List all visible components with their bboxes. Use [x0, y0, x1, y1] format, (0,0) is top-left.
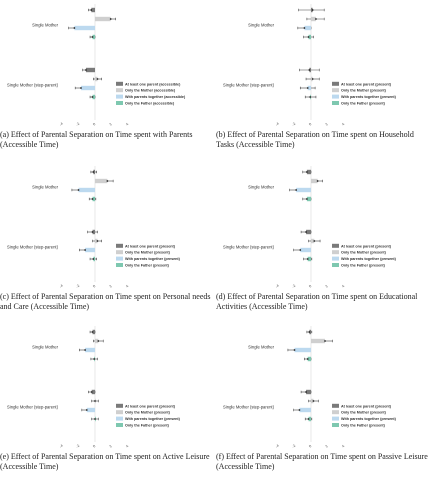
figure-caption — [216, 292, 428, 312]
estimate-bar — [304, 26, 311, 30]
estimate-bar — [81, 86, 95, 90]
legend-swatch — [332, 257, 339, 261]
x-tick-label: -2 — [75, 121, 81, 127]
x-tick-label: 4 — [341, 122, 346, 127]
legend-label: At least one parent (present) — [341, 244, 391, 249]
estimate-bar — [300, 248, 311, 252]
x-tick-label: 0 — [308, 444, 313, 449]
estimate-point — [110, 18, 112, 20]
legend-swatch — [332, 82, 339, 86]
estimate-point — [92, 36, 94, 38]
estimate-point — [86, 409, 88, 411]
caption-label: (b) — [216, 130, 226, 139]
legend-label: Only the Mother (present) — [341, 250, 386, 255]
estimate-point — [73, 27, 75, 29]
estimate-point — [308, 331, 310, 333]
forest-plot — [216, 0, 426, 128]
x-tick-label: -2 — [291, 443, 297, 449]
legend-label: Only the Mother (present) — [341, 410, 386, 415]
chart-panel — [0, 322, 210, 450]
group-label: Single Mother (step-parent) — [7, 244, 58, 250]
estimate-point — [85, 69, 87, 71]
estimate-point — [313, 400, 315, 402]
forest-plot — [216, 162, 426, 290]
estimate-point — [97, 240, 99, 242]
estimate-point — [94, 418, 96, 420]
chart-panel — [216, 162, 426, 290]
estimate-bar — [79, 188, 96, 192]
estimate-point — [92, 331, 94, 333]
chart-panel — [216, 322, 426, 450]
caption-text: Effect of Parental Separation on Time spent on Passive Leisure (Accessible Time) — [216, 452, 428, 471]
legend-label: Only the Father (present) — [125, 423, 169, 428]
x-tick-label: 4 — [125, 444, 130, 449]
legend-label: With parents together (accessible) — [125, 95, 186, 100]
caption-label: (f) — [216, 452, 224, 461]
group-label: Single Mother — [248, 344, 274, 350]
group-label: Single Mother — [32, 184, 58, 190]
legend-label: With parents together (present) — [125, 417, 180, 422]
x-tick-label: 0 — [92, 444, 97, 449]
legend-label: At least one parent (present) — [341, 404, 391, 409]
legend-swatch — [332, 423, 339, 427]
figure-caption — [0, 130, 212, 150]
x-tick-label: 2 — [108, 444, 113, 449]
forest-plot — [216, 322, 426, 450]
legend-label: At least one parent (present) — [125, 244, 175, 249]
estimate-point — [80, 87, 82, 89]
legend-swatch — [116, 423, 123, 427]
x-tick-label: -2 — [291, 121, 297, 127]
legend-label: Only the Father (present) — [341, 263, 385, 268]
chart-panel — [216, 0, 426, 128]
legend-swatch — [116, 410, 123, 414]
x-tick-label: -2 — [75, 443, 81, 449]
estimate-bar — [296, 188, 311, 192]
legend-swatch — [116, 404, 123, 408]
forest-plot — [0, 162, 210, 290]
estimate-point — [304, 27, 306, 29]
legend-label: Only the Mother (present) — [341, 88, 386, 93]
estimate-point — [93, 358, 95, 360]
legend-label: With parents together (present) — [341, 257, 396, 262]
estimate-bar — [95, 179, 107, 183]
legend-swatch — [116, 250, 123, 254]
estimate-point — [307, 87, 309, 89]
legend-swatch — [116, 417, 123, 421]
x-tick-label: 4 — [341, 284, 346, 289]
estimate-point — [307, 258, 309, 260]
x-tick-label: 4 — [125, 122, 130, 127]
legend-swatch — [332, 417, 339, 421]
caption-text: Effect of Parental Separation on Time spent on Personal needs and Care (Accessible Time) — [0, 292, 211, 311]
estimate-point — [92, 258, 94, 260]
estimate-point — [92, 231, 94, 233]
x-tick-label: -4 — [58, 443, 64, 449]
legend-swatch — [116, 244, 123, 248]
estimate-point — [312, 9, 314, 11]
legend-label: Only the Father (present) — [341, 423, 385, 428]
x-tick-label: 2 — [324, 284, 329, 289]
estimate-bar — [74, 26, 95, 30]
estimate-point — [305, 231, 307, 233]
figure-caption — [216, 452, 428, 472]
caption-text: Effect of Parental Separation on Time spent on Educational Activities (Accessible Time) — [216, 292, 418, 311]
estimate-bar — [85, 348, 95, 352]
group-label: Single Mother (step-parent) — [7, 82, 58, 88]
x-tick-label: -4 — [58, 121, 64, 127]
group-label: Single Mother (step-parent) — [223, 244, 274, 250]
estimate-point — [324, 340, 326, 342]
legend-label: With parents together (present) — [341, 417, 396, 422]
x-tick-label: -2 — [291, 283, 297, 289]
estimate-bar — [86, 68, 95, 72]
estimate-point — [90, 9, 92, 11]
estimate-point — [97, 340, 99, 342]
estimate-point — [84, 349, 86, 351]
group-label: Single Mother — [32, 22, 58, 28]
x-tick-label: 2 — [324, 444, 329, 449]
legend-swatch — [116, 88, 123, 92]
estimate-point — [308, 69, 310, 71]
group-label: Single Mother — [248, 22, 274, 28]
group-label: Single Mother (step-parent) — [7, 404, 58, 410]
x-tick-label: -4 — [274, 443, 280, 449]
legend-swatch — [332, 263, 339, 267]
legend-swatch — [116, 82, 123, 86]
estimate-point — [306, 171, 308, 173]
estimate-point — [305, 391, 307, 393]
caption-label: (d) — [216, 292, 226, 301]
x-tick-label: 0 — [308, 122, 313, 127]
legend-swatch — [332, 410, 339, 414]
estimate-bar — [95, 17, 111, 21]
estimate-bar — [87, 408, 95, 412]
estimate-point — [92, 96, 94, 98]
x-tick-label: -4 — [274, 121, 280, 127]
forest-plot — [0, 322, 210, 450]
estimate-point — [308, 36, 310, 38]
estimate-point — [299, 409, 301, 411]
x-tick-label: 0 — [92, 284, 97, 289]
x-tick-label: -4 — [58, 283, 64, 289]
estimate-point — [294, 349, 296, 351]
legend-label: Only the Mother (present) — [125, 250, 170, 255]
estimate-bar — [311, 179, 318, 183]
estimate-bar — [85, 248, 95, 252]
estimate-point — [306, 198, 308, 200]
caption-text: Effect of Parental Separation on Time spent with Parents (Accessible Time) — [0, 130, 193, 149]
chart-panel — [0, 0, 210, 128]
legend-swatch — [116, 101, 123, 105]
legend-label: With parents together (present) — [125, 257, 180, 262]
legend-swatch — [332, 95, 339, 99]
caption-label: (e) — [0, 452, 9, 461]
estimate-point — [106, 180, 108, 182]
legend-label: With parents together (present) — [341, 95, 396, 100]
estimate-point — [295, 189, 297, 191]
estimate-point — [91, 391, 93, 393]
legend-swatch — [332, 244, 339, 248]
estimate-point — [92, 198, 94, 200]
estimate-point — [299, 249, 301, 251]
estimate-bar — [299, 408, 311, 412]
x-tick-label: 4 — [125, 284, 130, 289]
estimate-point — [312, 78, 314, 80]
legend-swatch — [332, 88, 339, 92]
x-tick-label: 2 — [108, 284, 113, 289]
legend-swatch — [116, 95, 123, 99]
legend-label: Only the Mother (accessible) — [125, 88, 176, 93]
estimate-point — [97, 78, 99, 80]
caption-label: (a) — [0, 130, 9, 139]
x-tick-label: -2 — [75, 283, 81, 289]
legend-swatch — [332, 101, 339, 105]
legend-label: Only the Father (present) — [125, 263, 169, 268]
group-label: Single Mother — [32, 344, 58, 350]
group-label: Single Mother — [248, 184, 274, 190]
legend-swatch — [116, 257, 123, 261]
caption-label: (c) — [0, 292, 9, 301]
estimate-point — [315, 18, 317, 20]
estimate-point — [309, 96, 311, 98]
legend-label: At least one parent (present) — [125, 404, 175, 409]
estimate-bar — [295, 348, 312, 352]
chart-panel — [0, 162, 210, 290]
estimate-point — [308, 418, 310, 420]
caption-text: Effect of Parental Separation on Time spent on Household Tasks (Accessible Time) — [216, 130, 414, 149]
legend-label: Only the Father (present) — [341, 101, 385, 106]
legend-swatch — [332, 404, 339, 408]
x-tick-label: 2 — [108, 122, 113, 127]
caption-text: Effect of Parental Separation on Time spent on Active Leisure (Accessible Time) — [0, 452, 210, 471]
legend-swatch — [332, 250, 339, 254]
x-tick-label: 0 — [92, 122, 97, 127]
x-tick-label: 0 — [308, 284, 313, 289]
forest-plot — [0, 0, 210, 128]
figure-caption — [216, 130, 428, 150]
x-tick-label: 4 — [341, 444, 346, 449]
estimate-point — [317, 180, 319, 182]
legend-label: At least one parent (present) — [341, 82, 391, 87]
x-tick-label: 2 — [324, 122, 329, 127]
group-label: Single Mother (step-parent) — [223, 404, 274, 410]
group-label: Single Mother (step-parent) — [223, 82, 274, 88]
legend-swatch — [116, 263, 123, 267]
figure-caption — [0, 292, 212, 312]
estimate-point — [92, 171, 94, 173]
estimate-bar — [311, 339, 325, 343]
estimate-point — [94, 400, 96, 402]
legend-label: At least one parent (accessible) — [125, 82, 181, 87]
estimate-point — [78, 189, 80, 191]
estimate-point — [84, 249, 86, 251]
figure-caption — [0, 452, 212, 472]
x-tick-label: -4 — [274, 283, 280, 289]
legend-label: Only the Mother (present) — [125, 410, 170, 415]
estimate-point — [313, 240, 315, 242]
estimate-point — [307, 358, 309, 360]
legend-label: Only the Father (accessible) — [125, 101, 175, 106]
